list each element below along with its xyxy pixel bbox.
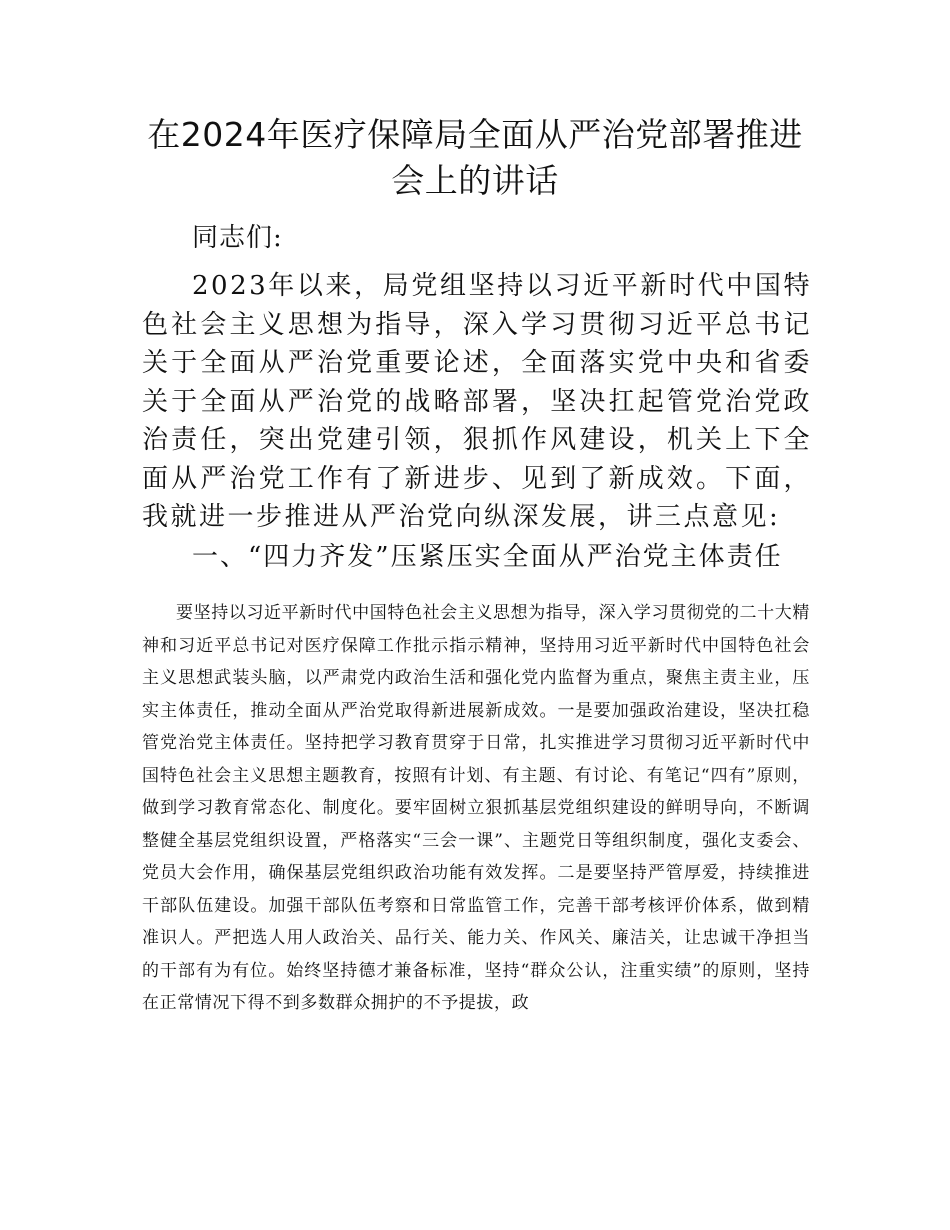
document-title: 在2024年医疗保障局全面从严治党部署推进会上的讲话 [147,115,803,200]
salutation: 同志们: [192,223,283,253]
intro-paragraph: 2023年以来，局党组坚持以习近平新时代中国特色社会主义思想为指导，深入学习贯彻习近平总书记关于全面从严治党重要论述，全面落实党中央和省委关于全面从严治党的战略部署，坚决扛起管党治党政治责任，突出党建引领，狠抓作风建设，机关上下全面从严治党工作有了新进步、见到了新成效。下面，我就进一步推进从严治党向纵深发展，讲三点意见: [142,271,812,532]
body-paragraph: 要坚持以习近平新时代中国特色社会主义思想为指导，深入学习贯彻党的二十大精神和习近平总书记对医疗保障工作批示指示精神，坚持用习近平新时代中国特色社会主义思想武装头脑，以严肃党内政治生活和强化党内监督为重点，聚焦主责主业，压实主体责任，推动全面从严治党取得新进展新成效。一是要加强政治建设，坚决扛稳管党治党主体责任。坚持把学习教育贯穿于日常，扎实推进学习贯彻习近平新时代中国特色社会主义思想主题教育，按照有计划、有主题、有讨论、有笔记“四有”原则，做到学习教育常态化、制度化。要牢固树立狠抓基层党组织建设的鲜明导向，不断调整健全基层党组织设置，严格落实“三会一课”、主题党日等组织制度，强化支委会、党员大会作用，确保基层党组织政治功能有效发挥。二是要坚持严管厚爱，持续推进干部队伍建设。加强干部队伍考察和日常监管工作，完善干部考核评价体系，做到精准识人。严把选人用人政治关、品行关、能力关、作风关、廉洁关，让忠诚干净担当的干部有为有位。始终坚持德才兼备标准，坚持“群众公认，注重实绩”的原则，坚持在正常情况下得不到多数群众拥护的不予提拔，政 [142,603,810,1013]
section-heading: 一、“四力齐发”压紧压实全面从严治党主体责任 [192,542,783,572]
